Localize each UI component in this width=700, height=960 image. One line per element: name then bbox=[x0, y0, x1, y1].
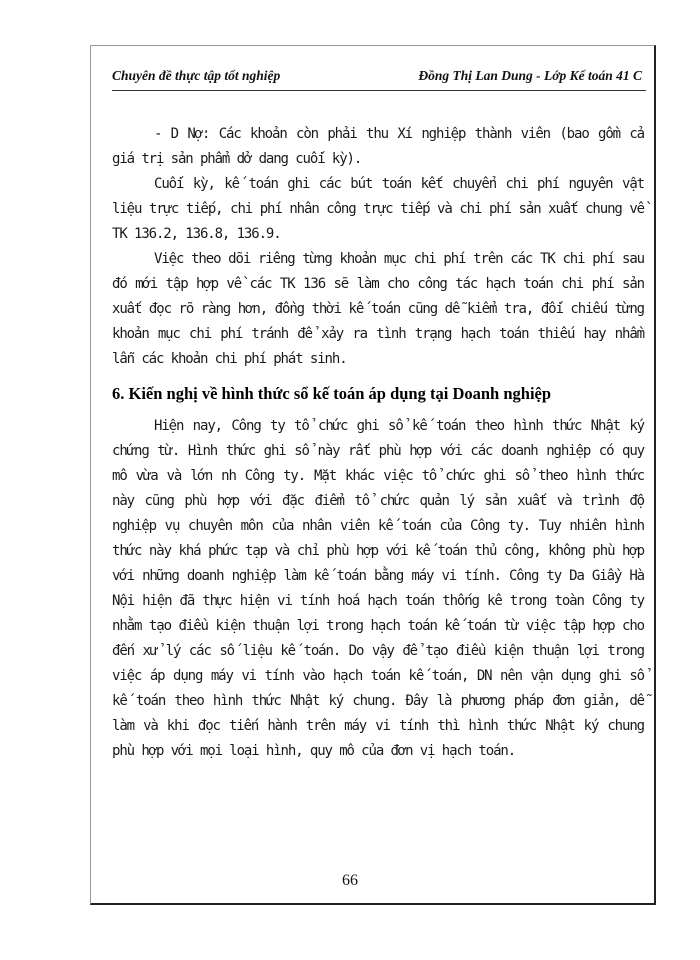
header-divider bbox=[112, 90, 646, 91]
paragraph-debit-note: - D Nợ: Các khoản còn phải thu Xí nghiệp thành viên (bao gồm cả giá trị sản phẩm dở dang cuối kỳ). bbox=[112, 126, 644, 167]
page-number: 66 bbox=[342, 872, 358, 889]
running-header bbox=[112, 68, 642, 90]
paragraph-cost-tracking: Việc theo dõi riêng từng khoản mục chi phí trên các TK chi phí sau đó mới tập hợp về các TK 136 sẽ làm cho công tác hạch toán chi phí sản xuất đọc rõ ràng hơn, đồng thời kế toán cũng dễ kiểm tra, đối chiếu từng khoản mục chi phí tránh để xảy ra tình trạng hạch toán thiếu hay nhầm lẫn các khoản chi phí phát sinh. bbox=[112, 251, 644, 367]
header-document-title: Chuyên đề thực tập tốt nghiệp bbox=[112, 68, 281, 83]
section-heading: 6. Kiến nghị về hình thức sổ kế toán áp dụng tại Doanh nghiệp bbox=[112, 384, 552, 403]
document-body bbox=[112, 122, 644, 764]
header-author-class: Đồng Thị Lan Dung - Lớp Kế toán 41 C bbox=[418, 68, 642, 83]
paragraph-recommendation: Hiện nay, Công ty tổ chức ghi sổ kế toán theo hình thức Nhật ký chứng từ. Hình thức ghi sổ này rất phù hợp với các doanh nghiệp có quy mô vừa và lớn nh Công ty. Mặt khác việc tổ chức ghi sổ theo hình thức này cũng phù hợp với đặc điểm tổ chức quản lý sản xuất và trình độ nghiệp vụ chuyên môn của nhân viên kế toán của Công ty. Tuy nhiên hình thức này khá phức tạp và chỉ phù hợp với kế toán thủ công, không phù hợp với những doanh nghiệp làm kế toán bằng máy vi tính. Công ty Da Giầy Hà Nội hiện đã thực hiện vi tính hoá hạch toán thống kê trong toàn Công ty nhằm tạo điều kiện thuận lợi trong hạch toán kế toán từ việc tập hợp cho đến xử lý các số liệu kế toán. Do vậy để tạo điều kiện thuận lợi trong việc áp dụng máy vi tính vào hạch toán kế toán, DN nên vận dụng ghi sổ kế toán theo hình thức Nhật ký chung. Đây là phương pháp đơn giản, dễ làm và khi đọc tiến hành trên máy vi tính thì hình thức Nhật ký chung phù hợp với mọi loại hình, quy mô của đơn vị hạch toán. bbox=[112, 418, 644, 759]
paragraph-period-end: Cuối kỳ, kế toán ghi các bút toán kết chuyển chi phí nguyên vật liệu trực tiếp, chi phí nhân công trực tiếp và chi phí sản xuất chung về TK 136.2, 136.8, 136.9. bbox=[112, 176, 644, 242]
